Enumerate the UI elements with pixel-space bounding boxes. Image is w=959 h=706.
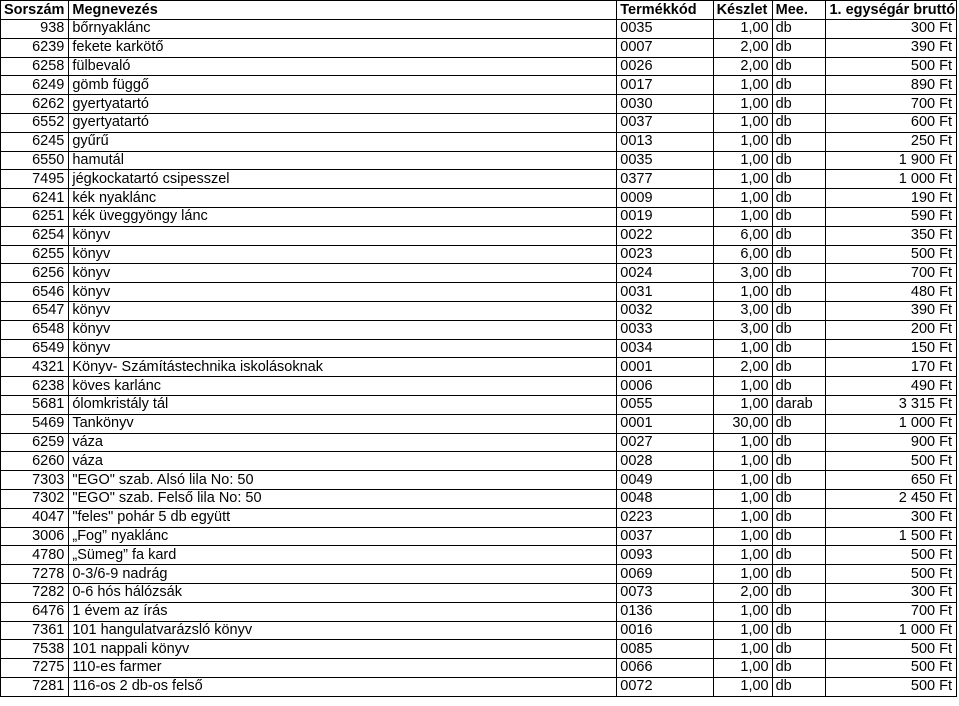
cell-name: váza <box>69 433 617 452</box>
cell-name: gyertyatartó <box>69 113 617 132</box>
cell-price: 300 Ft <box>826 583 957 602</box>
cell-qty: 1,00 <box>713 433 772 452</box>
cell-name: könyv <box>69 320 617 339</box>
table-row <box>1 226 957 245</box>
cell-qty: 1,00 <box>713 20 772 39</box>
cell-unit: db <box>772 621 826 640</box>
cell-id: 5681 <box>1 395 69 414</box>
cell-id: 6249 <box>1 76 69 95</box>
cell-unit: db <box>772 320 826 339</box>
cell-id: 7275 <box>1 659 69 678</box>
cell-price: 500 Ft <box>826 452 957 471</box>
cell-code: 0223 <box>617 508 713 527</box>
cell-id: 7282 <box>1 583 69 602</box>
table-row <box>1 621 957 640</box>
table-row <box>1 320 957 339</box>
cell-unit: db <box>772 339 826 358</box>
cell-unit: db <box>772 76 826 95</box>
cell-unit: darab <box>772 395 826 414</box>
table-row <box>1 113 957 132</box>
cell-unit: db <box>772 433 826 452</box>
cell-price: 500 Ft <box>826 546 957 565</box>
cell-qty: 1,00 <box>713 452 772 471</box>
cell-id: 6241 <box>1 189 69 208</box>
cell-qty: 1,00 <box>713 207 772 226</box>
cell-id: 6254 <box>1 226 69 245</box>
cell-id: 7495 <box>1 170 69 189</box>
table-row <box>1 414 957 433</box>
cell-price: 500 Ft <box>826 677 957 696</box>
cell-qty: 6,00 <box>713 245 772 264</box>
cell-code: 0026 <box>617 57 713 76</box>
cell-id: 6260 <box>1 452 69 471</box>
cell-qty: 1,00 <box>713 377 772 396</box>
cell-qty: 2,00 <box>713 57 772 76</box>
cell-id: 7281 <box>1 677 69 696</box>
table-row <box>1 95 957 114</box>
cell-id: 6239 <box>1 38 69 57</box>
cell-price: 500 Ft <box>826 57 957 76</box>
cell-price: 1 500 Ft <box>826 527 957 546</box>
cell-price: 890 Ft <box>826 76 957 95</box>
table-row <box>1 283 957 302</box>
cell-name: gyűrű <box>69 132 617 151</box>
cell-code: 0037 <box>617 113 713 132</box>
table-row <box>1 583 957 602</box>
header-price: 1. egységár bruttó <box>826 1 957 20</box>
cell-qty: 3,00 <box>713 301 772 320</box>
cell-price: 700 Ft <box>826 95 957 114</box>
cell-name: kék nyaklánc <box>69 189 617 208</box>
table-row <box>1 677 957 696</box>
cell-qty: 1,00 <box>713 659 772 678</box>
cell-code: 0049 <box>617 471 713 490</box>
cell-name: 116-os 2 db-os felső <box>69 677 617 696</box>
cell-name: "EGO" szab. Felső lila No: 50 <box>69 489 617 508</box>
cell-price: 700 Ft <box>826 264 957 283</box>
cell-code: 0048 <box>617 489 713 508</box>
cell-code: 0019 <box>617 207 713 226</box>
cell-price: 300 Ft <box>826 508 957 527</box>
header-unit: Mee. <box>772 1 826 20</box>
cell-code: 0055 <box>617 395 713 414</box>
cell-qty: 1,00 <box>713 565 772 584</box>
cell-unit: db <box>772 640 826 659</box>
cell-code: 0136 <box>617 602 713 621</box>
cell-code: 0031 <box>617 283 713 302</box>
cell-unit: db <box>772 602 826 621</box>
cell-price: 2 450 Ft <box>826 489 957 508</box>
cell-price: 350 Ft <box>826 226 957 245</box>
cell-code: 0072 <box>617 677 713 696</box>
cell-id: 6476 <box>1 602 69 621</box>
table-row <box>1 301 957 320</box>
header-name: Megnevezés <box>69 1 617 20</box>
cell-unit: db <box>772 283 826 302</box>
table-row <box>1 20 957 39</box>
cell-code: 0023 <box>617 245 713 264</box>
cell-name: „Sümeg” fa kard <box>69 546 617 565</box>
cell-id: 6262 <box>1 95 69 114</box>
cell-name: hamutál <box>69 151 617 170</box>
table-row <box>1 170 957 189</box>
cell-id: 6258 <box>1 57 69 76</box>
cell-qty: 1,00 <box>713 621 772 640</box>
cell-code: 0024 <box>617 264 713 283</box>
table-row <box>1 565 957 584</box>
table-row <box>1 395 957 414</box>
table-row <box>1 602 957 621</box>
cell-unit: db <box>772 113 826 132</box>
cell-name: gyertyatartó <box>69 95 617 114</box>
cell-code: 0028 <box>617 452 713 471</box>
cell-unit: db <box>772 659 826 678</box>
cell-name: könyv <box>69 226 617 245</box>
cell-unit: db <box>772 245 826 264</box>
cell-id: 6549 <box>1 339 69 358</box>
cell-name: könyv <box>69 339 617 358</box>
cell-unit: db <box>772 508 826 527</box>
cell-qty: 2,00 <box>713 358 772 377</box>
cell-qty: 1,00 <box>713 395 772 414</box>
cell-code: 0006 <box>617 377 713 396</box>
table-row <box>1 207 957 226</box>
cell-name: kék üveggyöngy lánc <box>69 207 617 226</box>
table-row <box>1 76 957 95</box>
cell-price: 200 Ft <box>826 320 957 339</box>
cell-code: 0001 <box>617 414 713 433</box>
cell-price: 900 Ft <box>826 433 957 452</box>
cell-unit: db <box>772 546 826 565</box>
cell-price: 170 Ft <box>826 358 957 377</box>
cell-price: 190 Ft <box>826 189 957 208</box>
cell-name: 110-es farmer <box>69 659 617 678</box>
cell-name: könyv <box>69 283 617 302</box>
table-row <box>1 546 957 565</box>
cell-name: ólomkristály tál <box>69 395 617 414</box>
cell-code: 0032 <box>617 301 713 320</box>
cell-qty: 1,00 <box>713 677 772 696</box>
header-qty: Készlet <box>713 1 772 20</box>
cell-price: 650 Ft <box>826 471 957 490</box>
cell-price: 1 000 Ft <box>826 170 957 189</box>
cell-qty: 1,00 <box>713 471 772 490</box>
table-row <box>1 640 957 659</box>
cell-id: 6548 <box>1 320 69 339</box>
cell-price: 700 Ft <box>826 602 957 621</box>
cell-unit: db <box>772 264 826 283</box>
cell-id: 6256 <box>1 264 69 283</box>
cell-unit: db <box>772 358 826 377</box>
table-row <box>1 245 957 264</box>
cell-price: 490 Ft <box>826 377 957 396</box>
cell-id: 938 <box>1 20 69 39</box>
cell-unit: db <box>772 527 826 546</box>
cell-name: 1 évem az írás <box>69 602 617 621</box>
cell-qty: 2,00 <box>713 38 772 57</box>
cell-code: 0030 <box>617 95 713 114</box>
cell-unit: db <box>772 471 826 490</box>
cell-price: 480 Ft <box>826 283 957 302</box>
cell-name: 101 hangulatvarázsló könyv <box>69 621 617 640</box>
cell-unit: db <box>772 207 826 226</box>
cell-price: 600 Ft <box>826 113 957 132</box>
cell-qty: 1,00 <box>713 132 772 151</box>
table-row <box>1 508 957 527</box>
cell-name: 101 nappali könyv <box>69 640 617 659</box>
header-row <box>1 1 957 20</box>
cell-code: 0035 <box>617 20 713 39</box>
cell-code: 0017 <box>617 76 713 95</box>
table-row <box>1 471 957 490</box>
cell-id: 4321 <box>1 358 69 377</box>
cell-qty: 3,00 <box>713 320 772 339</box>
cell-id: 6259 <box>1 433 69 452</box>
cell-price: 500 Ft <box>826 565 957 584</box>
cell-unit: db <box>772 38 826 57</box>
cell-qty: 1,00 <box>713 527 772 546</box>
table-row <box>1 489 957 508</box>
cell-name: gömb függő <box>69 76 617 95</box>
cell-code: 0035 <box>617 151 713 170</box>
cell-code: 0016 <box>617 621 713 640</box>
table-row <box>1 659 957 678</box>
table-row <box>1 57 957 76</box>
cell-code: 0037 <box>617 527 713 546</box>
table-row <box>1 38 957 57</box>
cell-id: 6255 <box>1 245 69 264</box>
cell-unit: db <box>772 414 826 433</box>
table-row <box>1 527 957 546</box>
cell-name: 0-3/6-9 nadrág <box>69 565 617 584</box>
table-row <box>1 339 957 358</box>
cell-code: 0377 <box>617 170 713 189</box>
cell-id: 6546 <box>1 283 69 302</box>
cell-price: 3 315 Ft <box>826 395 957 414</box>
cell-id: 6552 <box>1 113 69 132</box>
cell-id: 5469 <box>1 414 69 433</box>
cell-qty: 1,00 <box>713 489 772 508</box>
cell-price: 500 Ft <box>826 659 957 678</box>
cell-name: Tankönyv <box>69 414 617 433</box>
cell-price: 300 Ft <box>826 20 957 39</box>
cell-name: 0-6 hós hálózsák <box>69 583 617 602</box>
cell-code: 0001 <box>617 358 713 377</box>
cell-unit: db <box>772 301 826 320</box>
table-row <box>1 189 957 208</box>
cell-id: 6251 <box>1 207 69 226</box>
cell-code: 0073 <box>617 583 713 602</box>
cell-id: 3006 <box>1 527 69 546</box>
cell-qty: 1,00 <box>713 189 772 208</box>
cell-unit: db <box>772 489 826 508</box>
cell-name: könyv <box>69 245 617 264</box>
cell-id: 6550 <box>1 151 69 170</box>
cell-id: 7278 <box>1 565 69 584</box>
cell-id: 6238 <box>1 377 69 396</box>
cell-code: 0027 <box>617 433 713 452</box>
cell-unit: db <box>772 95 826 114</box>
cell-unit: db <box>772 226 826 245</box>
cell-code: 0034 <box>617 339 713 358</box>
cell-price: 150 Ft <box>826 339 957 358</box>
cell-qty: 1,00 <box>713 339 772 358</box>
cell-price: 1 000 Ft <box>826 414 957 433</box>
cell-price: 1 000 Ft <box>826 621 957 640</box>
cell-unit: db <box>772 57 826 76</box>
cell-unit: db <box>772 170 826 189</box>
cell-code: 0009 <box>617 189 713 208</box>
cell-id: 6547 <box>1 301 69 320</box>
cell-qty: 1,00 <box>713 95 772 114</box>
cell-name: Könyv- Számítástechnika iskolásoknak <box>69 358 617 377</box>
table-body <box>1 20 957 697</box>
cell-price: 1 900 Ft <box>826 151 957 170</box>
cell-qty: 6,00 <box>713 226 772 245</box>
cell-unit: db <box>772 583 826 602</box>
cell-unit: db <box>772 677 826 696</box>
header-code: Termékkód <box>617 1 713 20</box>
cell-price: 500 Ft <box>826 245 957 264</box>
cell-price: 390 Ft <box>826 301 957 320</box>
cell-qty: 1,00 <box>713 546 772 565</box>
cell-qty: 1,00 <box>713 283 772 302</box>
cell-price: 590 Ft <box>826 207 957 226</box>
cell-price: 250 Ft <box>826 132 957 151</box>
cell-unit: db <box>772 565 826 584</box>
cell-id: 4047 <box>1 508 69 527</box>
cell-unit: db <box>772 452 826 471</box>
cell-code: 0013 <box>617 132 713 151</box>
cell-qty: 1,00 <box>713 508 772 527</box>
cell-qty: 1,00 <box>713 113 772 132</box>
cell-id: 7302 <box>1 489 69 508</box>
table-row <box>1 377 957 396</box>
cell-code: 0033 <box>617 320 713 339</box>
cell-id: 4780 <box>1 546 69 565</box>
cell-id: 6245 <box>1 132 69 151</box>
cell-unit: db <box>772 20 826 39</box>
table-row <box>1 264 957 283</box>
cell-qty: 1,00 <box>713 170 772 189</box>
cell-unit: db <box>772 377 826 396</box>
cell-unit: db <box>772 151 826 170</box>
cell-name: bőrnyaklánc <box>69 20 617 39</box>
cell-qty: 30,00 <box>713 414 772 433</box>
cell-qty: 1,00 <box>713 151 772 170</box>
cell-code: 0069 <box>617 565 713 584</box>
cell-name: könyv <box>69 264 617 283</box>
cell-code: 0066 <box>617 659 713 678</box>
cell-name: jégkockatartó csipesszel <box>69 170 617 189</box>
table-row <box>1 358 957 377</box>
cell-name: "EGO" szab. Alsó lila No: 50 <box>69 471 617 490</box>
cell-unit: db <box>772 132 826 151</box>
header-id: Sorszám <box>1 1 69 20</box>
cell-name: fekete karkötő <box>69 38 617 57</box>
table-row <box>1 151 957 170</box>
cell-code: 0022 <box>617 226 713 245</box>
cell-qty: 1,00 <box>713 640 772 659</box>
cell-price: 500 Ft <box>826 640 957 659</box>
cell-id: 7538 <box>1 640 69 659</box>
cell-qty: 2,00 <box>713 583 772 602</box>
cell-name: könyv <box>69 301 617 320</box>
cell-code: 0085 <box>617 640 713 659</box>
cell-qty: 1,00 <box>713 602 772 621</box>
cell-unit: db <box>772 189 826 208</box>
table-row <box>1 452 957 471</box>
cell-qty: 1,00 <box>713 76 772 95</box>
table-row <box>1 132 957 151</box>
cell-name: "feles" pohár 5 db együtt <box>69 508 617 527</box>
cell-id: 7361 <box>1 621 69 640</box>
cell-price: 390 Ft <box>826 38 957 57</box>
cell-code: 0007 <box>617 38 713 57</box>
cell-qty: 3,00 <box>713 264 772 283</box>
table-row <box>1 433 957 452</box>
cell-code: 0093 <box>617 546 713 565</box>
cell-name: köves karlánc <box>69 377 617 396</box>
cell-name: „Fog” nyaklánc <box>69 527 617 546</box>
cell-id: 7303 <box>1 471 69 490</box>
cell-name: fülbevaló <box>69 57 617 76</box>
cell-name: váza <box>69 452 617 471</box>
